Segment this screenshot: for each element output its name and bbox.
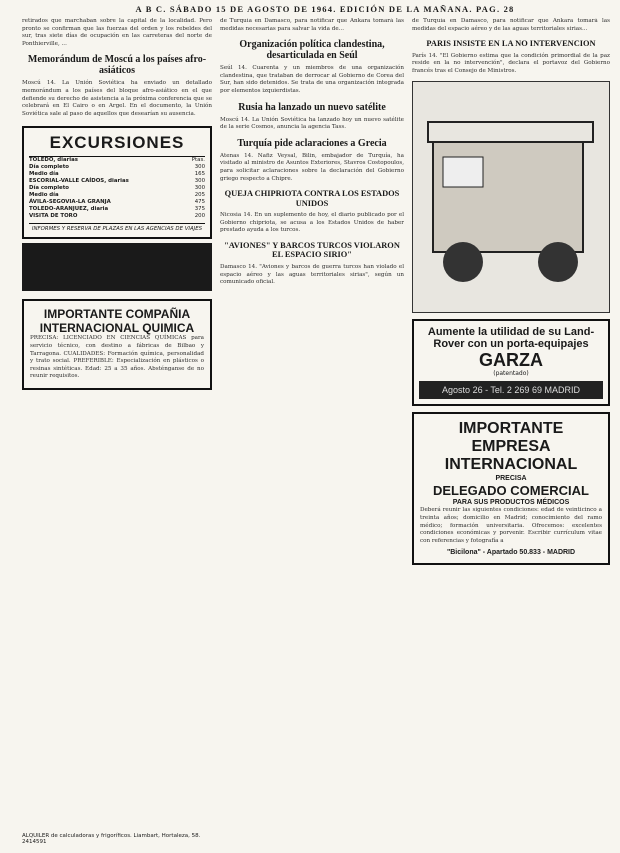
excursion-label: Día completo (29, 185, 69, 192)
excursion-price: Ptas. (191, 157, 205, 164)
company-ad-footer: "Bicilona" - Apartado 50.833 - MADRID (446, 549, 576, 557)
company-ad-precisa: PRECISA (495, 475, 527, 483)
excursion-label: ÁVILA-SEGOVIA-LA GRANJA (29, 199, 111, 206)
garza-address: Agosto 26 - Tel. 2 269 69 MADRID (419, 381, 603, 399)
black-ad-block (22, 243, 212, 291)
excursion-label: ESCORIAL-VALLE CAÍDOS, diarias (29, 178, 129, 185)
chemical-ad-title: IMPORTANTE COMPAÑIA INTERNACIONAL QUIMICA (39, 307, 195, 336)
lead-text: retirados que marchaban sobre la capital de la localidad. Pero pronto se confirman que las fuerzas del orden y los rebeldes del sur, tras siete días de ocupación en las carreteras del norte de Ponthierville, ... (22, 18, 212, 47)
company-ad-body: Deberá reunir las siguientes condiciones: edad de veinticinco a treinta años; domicilio en Madrid; conocimiento del ramo médico; formación universitaria. Ofrecemos: excelentes condiciones económicas y porvenir. Escribir currículum vitae con referencias y fotografía a (420, 507, 602, 544)
international-company-ad (412, 412, 610, 565)
excursion-price: 165 (194, 171, 205, 178)
column-2 (220, 18, 404, 848)
garza-brand: GARZA (479, 350, 543, 371)
page-header: A B C. SÁBADO 15 DE AGOSTO DE 1964. EDICIÓN DE LA MAÑANA. PAG. 28 (135, 4, 515, 14)
excursion-row (29, 213, 205, 220)
col3-intro: de Turquía en Damasco, para notificar que Ankara tomará las medidas del espacio aéreo y de las aguas territoriales sirias... (412, 18, 610, 32)
column-3 (412, 18, 610, 848)
company-ad-position: DELEGADO COMERCIAL (433, 483, 589, 499)
garza-patent: (patentado) (493, 370, 529, 378)
chemical-company-ad (22, 299, 212, 390)
excursion-price: 205 (194, 192, 205, 199)
land-rover-illustration (412, 81, 610, 313)
article-moscow: Moscú 14. La Unión Soviética ha enviado un detallado memorándum a los países del bloque afro-asiático en el que defiende su derecho de asistencia a la próxima conferencia que se celebrará en El Cairo o en Argel. En el documento, la Unión Soviética sale al paso de aquellos que desearían su ausencia. (22, 80, 212, 117)
garza-ad (412, 319, 610, 406)
headline-moscow: Memorándum de Moscú a los países afro-asiáticos (27, 54, 207, 77)
excursion-price: 475 (194, 199, 205, 206)
excursions-ad (22, 126, 212, 239)
article-airspace: Damasco 14. "Aviones y barcos de guerra turcos han violado el espacio aéreo y las aguas territoriales sirias", según un comunicado oficial. (220, 263, 404, 286)
headline-airspace: "AVIONES" Y BARCOS TURCOS VIOLARON EL ESPACIO SIRIO" (224, 240, 400, 260)
truck-icon (413, 82, 609, 310)
article-paris: París 14. "El Gobierno estima que la condición primordial de la paz reside en la no intervención", declara el portavoz del Gobierno francés tras el Consejo de Ministros. (412, 52, 610, 74)
company-ad-sub: PARA SUS PRODUCTOS MÉDICOS (452, 499, 570, 507)
headline-paris: PARIS INSISTE EN LA NO INTERVENCION (426, 39, 596, 49)
excursion-label: Medio día (29, 171, 59, 178)
garza-tagline: Aumente la utilidad de su Land-Rover con un porta-equipajes (427, 326, 595, 351)
excursion-price: 300 (194, 185, 205, 192)
excursion-label: TOLEDO, diarias (29, 157, 78, 164)
excursion-label: TOLEDO-ARANJUEZ, diaria (29, 206, 109, 213)
headline-turkey: Turquía pide aclaraciones a Grecia (237, 137, 387, 149)
col2-intro: de Turquía en Damasco, para notificar que Ankara tomará las medidas necesarias para salvar la vida de... (220, 18, 404, 32)
excursion-price: 200 (194, 213, 205, 220)
article-seoul: Seúl 14. Cuarenta y un miembros de una organización clandestina, que trataban de derrocar al Gobierno de Corea del Sur, han sido detenidos. Se trata de una organización integrada por elementos izquierdistas. (220, 65, 404, 94)
excursions-list (29, 157, 205, 220)
excursions-footer: INFORMES Y RESERVA DE PLAZAS EN LAS AGENCIAS DE VIAJES (29, 223, 205, 233)
excursion-row (29, 199, 205, 206)
article-satellite: Moscú 14. La Unión Soviética ha lanzado hoy un nuevo satélite de la serie Cosmos, anuncia la agencia Tass. (220, 116, 404, 131)
excursion-price: 375 (194, 206, 205, 213)
excursion-price: 300 (194, 178, 205, 185)
headline-cyprus: QUEJA CHIPRIOTA CONTRA LOS ESTADOS UNIDOS (224, 189, 400, 208)
headline-satellite: Rusia ha lanzado un nuevo satélite (238, 101, 386, 113)
excursions-title: EXCURSIONES (29, 133, 205, 157)
chemical-ad-body: PRECISA: LICENCIADO EN CIENCIAS QUÍMICAS para servicio técnico, con destino a fábricas de Bilbao y Tarragona. CUALIDADES: Formación química, personalidad y trato social. PREFERIBLE: Especialización en plásticos o resinas sintéticas. Edad: 25 a 35 años. Absténganse de no reunir requisitos. (30, 335, 204, 380)
company-ad-title: IMPORTANTE EMPRESA INTERNACIONAL (444, 420, 578, 474)
excursion-row (29, 206, 205, 213)
excursion-label: Medio día (29, 192, 59, 199)
excursion-label: Día completo (29, 164, 69, 171)
article-turkey: Atenas 14. Nafiz Veysal, Bilin, embajador de Turquía, ha visitado al ministro de Asuntos Exteriores, Stavros Costopoulos, para solicitar aclaraciones sobre la declaración del Gobierno griego respecto a Chipre. (220, 152, 404, 182)
excursion-price: 300 (194, 164, 205, 171)
column-1 (22, 18, 212, 848)
bottom-ad-line: ALQUILER de calculadoras y frigoríficos. Liambart, Hortaleza, 58. 2414591 (22, 833, 201, 845)
excursion-label: VISITA DE TORO (29, 213, 78, 220)
article-cyprus: Nicosia 14. En un suplemento de hoy, el diario publicado por el Gobierno chipriota, se acusa a los Estados Unidos de haber prestado ayuda a los turcos. (220, 212, 404, 234)
headline-seoul: Organización política clandestina, desarticulada en Seúl (239, 39, 385, 62)
